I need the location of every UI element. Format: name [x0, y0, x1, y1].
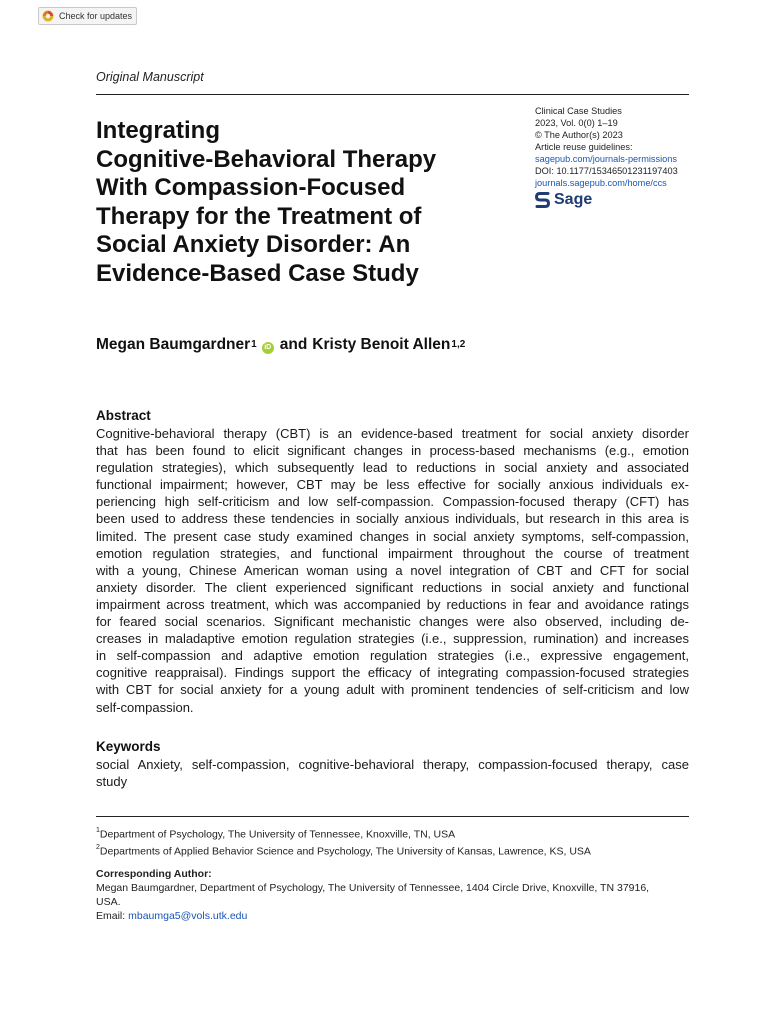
- corresponding-address: Megan Baumgardner, Department of Psychology, The University of Tennessee, 1404 Circle Drive, Knoxville, TN 37916,: [96, 882, 650, 894]
- sage-s-icon: [535, 191, 550, 209]
- affiliations: [96, 825, 689, 858]
- abstract-text: [96, 425, 689, 716]
- article-type: Original Manuscript: [96, 70, 204, 84]
- journal-info: [535, 105, 705, 189]
- affiliation-marker: 1: [251, 339, 257, 350]
- text-line: limited. The present case study examined changes in social anxiety symptoms, self-compassion,: [96, 528, 689, 544]
- corresponding-author: [96, 867, 696, 923]
- check-for-updates-button[interactable]: [38, 7, 137, 25]
- text-line: with a young, Chinese American woman using a novel integration of CBT and CFT for social: [96, 562, 689, 578]
- permissions-link[interactable]: sagepub.com/journals-permissions: [535, 154, 677, 164]
- affiliation-item: [96, 825, 689, 842]
- text-line: creases in maladaptive emotion regulation strategies (i.e., suppression, rumination) and increases: [96, 631, 689, 647]
- author-conjunction: and: [279, 336, 308, 353]
- author-list: [96, 336, 465, 354]
- orcid-icon[interactable]: iD: [262, 342, 274, 354]
- corresponding-author-label: Corresponding Author:: [96, 868, 212, 880]
- text-line: functional impairment; however, CBT may be less effective for socially anxious individuals ex-: [96, 477, 689, 493]
- text-line: cognitive reappraisal). Findings support the efficacy of integrating compassion-focused strategies: [96, 665, 689, 681]
- keywords-heading: Keywords: [96, 739, 161, 754]
- sage-logo: [535, 191, 592, 209]
- text-line: with CBT for social anxiety for a young adult with prominent tendencies of self-criticism and low: [96, 682, 689, 698]
- text-line: impairment across treatment, which was accompanied by reductions in fear and avoidance ratings: [96, 596, 689, 612]
- affiliation-marker: 1,2: [451, 339, 466, 350]
- title-line: With Compassion-Focused: [96, 174, 406, 201]
- header-divider: [96, 94, 689, 95]
- check-for-updates-label: Check for updates: [59, 11, 133, 21]
- sage-wordmark: Sage: [554, 191, 593, 208]
- journal-copyright: © The Author(s) 2023: [535, 130, 623, 140]
- email-label: Email:: [96, 910, 126, 922]
- author-name[interactable]: Megan Baumgardner: [96, 336, 251, 353]
- text-line: that has been found to elicit significant changes in process-based mechanisms (e.g., emotion: [96, 443, 689, 459]
- corresponding-email-row: [96, 909, 696, 923]
- title-line: Evidence-Based Case Study: [96, 259, 419, 287]
- check-for-updates-icon: [42, 10, 54, 22]
- title-line: Cognitive-Behavioral Therapy: [96, 145, 437, 173]
- doi: DOI: 10.1177/15346501231197403: [535, 166, 678, 176]
- article-title: [96, 117, 516, 288]
- text-line: regulation strategies), which subsequently lead to reductions in social anxiety and associated: [96, 460, 689, 476]
- text-line: study: [96, 774, 128, 790]
- text-line: periencing high self-criticism and low self-compassion. Compassion-focused therapy (CFT) has: [96, 494, 689, 510]
- reuse-label: Article reuse guidelines:: [535, 142, 633, 152]
- affiliation-item: [96, 842, 689, 859]
- journal-home-link[interactable]: journals.sagepub.com/home/ccs: [535, 178, 667, 188]
- journal-volume: 2023, Vol. 0(0) 1–19: [535, 118, 618, 128]
- title-line: Integrating: [96, 117, 220, 144]
- text-line: for feared social scenarios. Significant mechanistic changes were also observed, including de-: [96, 614, 689, 630]
- journal-name: Clinical Case Studies: [535, 106, 622, 116]
- title-line: Social Anxiety Disorder: An: [96, 231, 411, 258]
- affiliation-marker: 1: [96, 827, 100, 834]
- keywords-text: [96, 756, 689, 790]
- text-line: emotion regulation strategies, and functional impairment throughout the course of treatment: [96, 545, 689, 561]
- affiliation-marker: 2: [96, 843, 100, 851]
- text-line: Cognitive-behavioral therapy (CBT) is an evidence-based treatment for social anxiety disorder: [96, 426, 689, 441]
- text-line: been used to address these tendencies in socially anxious individuals, but research in this area is: [96, 511, 689, 527]
- footnote-divider: [96, 816, 689, 817]
- abstract-heading: Abstract: [96, 408, 151, 423]
- text-line: in self-compassion and adaptive emotion regulation strategies (i.e., expressive engagement,: [96, 648, 689, 664]
- affiliation-text: Department of Psychology, The University of Tennessee, Knoxville, TN, USA: [99, 828, 456, 841]
- text-line: anxiety disorder. The client experienced significant reductions in social anxiety and functional: [96, 579, 689, 595]
- title-line: Therapy for the Treatment of: [96, 202, 422, 230]
- author-name[interactable]: Kristy Benoit Allen: [312, 336, 451, 353]
- affiliation-text: Departments of Applied Behavior Science and Psychology, The University of Kansas, Lawrence, KS, USA: [99, 845, 591, 857]
- text-line: social Anxiety, self-compassion, cognitive-behavioral therapy, compassion-focused therapy, case: [96, 757, 689, 772]
- email-link[interactable]: mbaumga5@vols.utk.edu: [128, 910, 248, 922]
- text-line: self-compassion.: [96, 699, 194, 715]
- corresponding-address-cont: USA.: [96, 896, 121, 908]
